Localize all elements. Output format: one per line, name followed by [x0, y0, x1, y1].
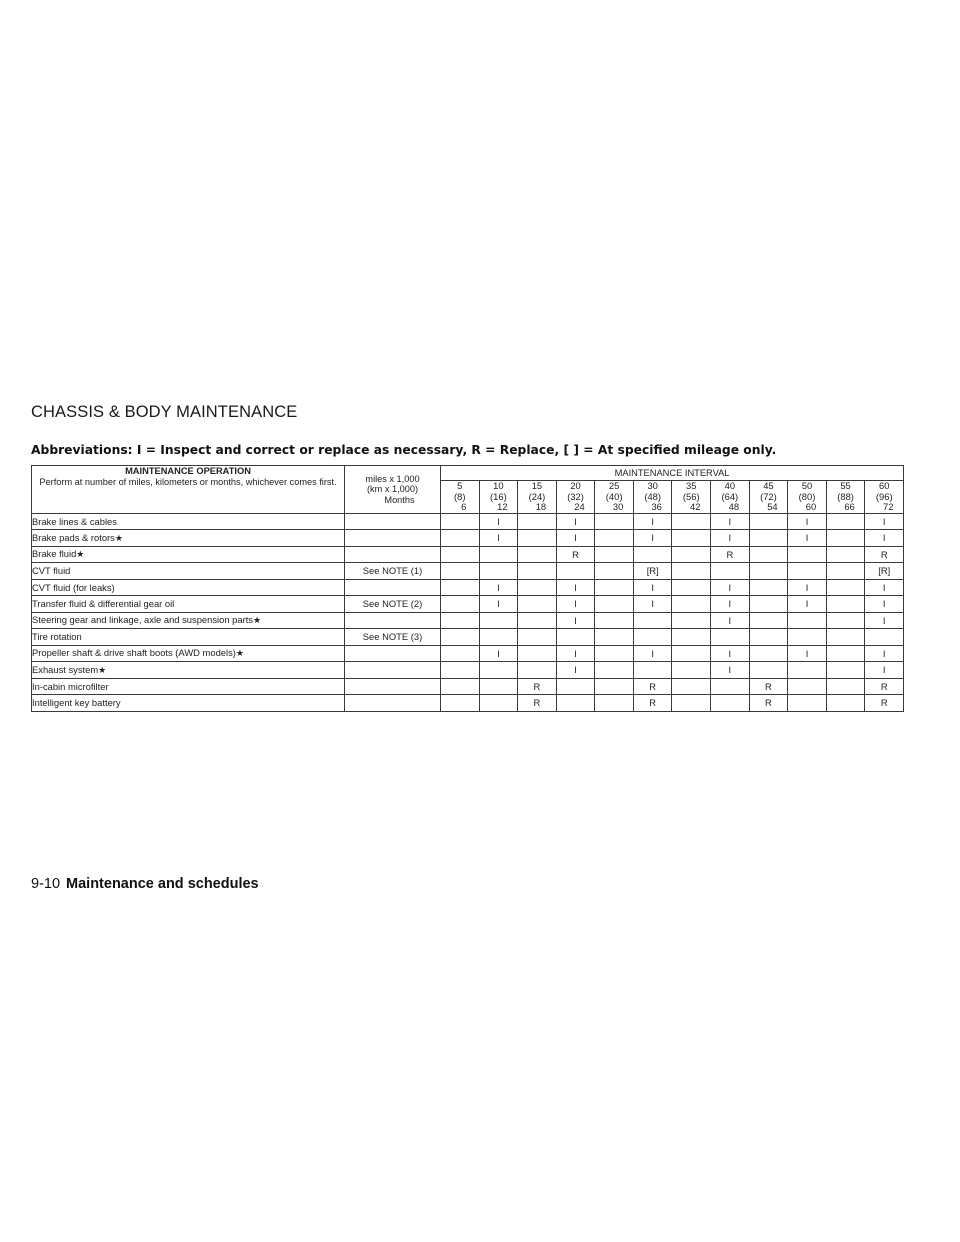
- interval-cell: [556, 695, 595, 712]
- interval-cell: [479, 612, 518, 629]
- interval-cell: [788, 662, 827, 679]
- interval-cell: I: [865, 596, 904, 613]
- operation-item-label: Steering gear and linkage, axle and suspension parts: [32, 614, 253, 626]
- interval-cell: [788, 629, 827, 646]
- interval-column-header: [788, 481, 827, 514]
- interval-cell: I: [865, 513, 904, 530]
- interval-cell: I: [556, 530, 595, 547]
- interval-cell: I: [865, 530, 904, 547]
- interval-miles: 10: [493, 480, 504, 491]
- interval-cell: [672, 546, 711, 563]
- interval-cell: [518, 596, 557, 613]
- interval-cell: I: [711, 513, 750, 530]
- interval-cell: I: [556, 612, 595, 629]
- operation-note: See NOTE (1): [345, 563, 441, 580]
- interval-miles: 5: [457, 480, 463, 491]
- interval-cell: [672, 530, 711, 547]
- interval-cell: I: [788, 530, 827, 547]
- interval-cell: [711, 629, 750, 646]
- interval-cell: R: [749, 695, 788, 712]
- interval-cell: [479, 629, 518, 646]
- interval-km: (56): [682, 490, 700, 502]
- operation-note: [345, 695, 441, 712]
- interval-cell: [441, 596, 480, 613]
- interval-km: (8): [454, 490, 466, 502]
- star-icon: ★: [235, 648, 244, 659]
- interval-cell: I: [788, 579, 827, 596]
- operation-note: [345, 579, 441, 596]
- interval-cell: [441, 530, 480, 547]
- operation-note: [345, 662, 441, 679]
- interval-cell: [788, 563, 827, 580]
- interval-cell: [749, 662, 788, 679]
- operation-note: [345, 530, 441, 547]
- interval-cell: I: [865, 612, 904, 629]
- interval-km: (88): [837, 490, 854, 502]
- interval-km: (96): [875, 490, 893, 502]
- operation-item-label: Intelligent key battery: [32, 697, 121, 709]
- interval-header: MAINTENANCE INTERVAL: [441, 466, 904, 481]
- interval-cell: I: [556, 662, 595, 679]
- interval-km: (48): [644, 490, 662, 502]
- table-row: [32, 513, 904, 530]
- interval-cell: [672, 513, 711, 530]
- interval-cell: [518, 546, 557, 563]
- interval-cell: [633, 612, 672, 629]
- interval-miles: 35: [686, 480, 697, 491]
- table-row: [32, 612, 904, 629]
- interval-cell: [826, 596, 865, 613]
- interval-cell: [749, 596, 788, 613]
- interval-km: (64): [721, 490, 739, 502]
- interval-cell: [R]: [633, 563, 672, 580]
- interval-cell: [441, 662, 480, 679]
- interval-cell: [749, 629, 788, 646]
- interval-column-header: [633, 481, 672, 514]
- interval-cell: [826, 695, 865, 712]
- units-km: (km x 1,000): [366, 484, 419, 494]
- interval-months: 36: [651, 501, 662, 512]
- interval-cell: [826, 546, 865, 563]
- interval-km: (72): [760, 490, 777, 502]
- interval-cell: I: [711, 596, 750, 613]
- interval-cell: I: [479, 513, 518, 530]
- interval-cell: R: [865, 695, 904, 712]
- interval-cell: R: [633, 695, 672, 712]
- interval-cell: I: [633, 530, 672, 547]
- interval-cell: [518, 530, 557, 547]
- section-title: CHASSIS & BODY MAINTENANCE: [31, 403, 298, 421]
- interval-cell: [518, 563, 557, 580]
- interval-cell: R: [865, 546, 904, 563]
- interval-months: 42: [690, 501, 701, 512]
- chapter-title: Maintenance and schedules: [66, 876, 259, 892]
- operation-note: [345, 546, 441, 563]
- interval-cell: [441, 513, 480, 530]
- interval-cell: [595, 546, 634, 563]
- interval-cell: I: [711, 612, 750, 629]
- interval-cell: I: [865, 645, 904, 662]
- interval-cell: [672, 579, 711, 596]
- interval-cell: I: [788, 645, 827, 662]
- interval-cell: I: [711, 530, 750, 547]
- interval-cell: [672, 629, 711, 646]
- table-row: [32, 530, 904, 547]
- interval-cell: [595, 645, 634, 662]
- operation-item-label: Exhaust system: [32, 663, 99, 675]
- table-row: [32, 695, 904, 712]
- page-number: 9-10: [31, 876, 61, 892]
- interval-km: (32): [567, 490, 584, 502]
- interval-cell: [826, 530, 865, 547]
- interval-cell: [556, 678, 595, 695]
- operation-item: [32, 678, 345, 695]
- table-row: [32, 579, 904, 596]
- interval-cell: [441, 629, 480, 646]
- interval-cell: [788, 546, 827, 563]
- interval-cell: [633, 662, 672, 679]
- interval-km: (24): [528, 490, 546, 502]
- operation-item: [32, 612, 345, 629]
- interval-months: 18: [535, 501, 547, 512]
- page-footer: [31, 876, 259, 892]
- interval-cell: [479, 678, 518, 695]
- interval-cell: [595, 596, 634, 613]
- interval-cell: [595, 695, 634, 712]
- interval-miles: 50: [801, 480, 813, 491]
- table-row: [32, 645, 904, 662]
- interval-cell: [518, 629, 557, 646]
- operation-note: [345, 612, 441, 629]
- interval-km: (40): [605, 490, 623, 502]
- interval-months: 30: [612, 501, 624, 512]
- interval-cell: I: [633, 513, 672, 530]
- interval-column-header: [749, 481, 788, 514]
- operation-item-label: Brake fluid: [32, 548, 77, 560]
- operation-item-label: In-cabin microfilter: [32, 680, 109, 692]
- table-row: [32, 678, 904, 695]
- operation-item: [32, 645, 345, 662]
- interval-column-header: [865, 481, 904, 514]
- interval-cell: [749, 530, 788, 547]
- interval-cell: R: [556, 546, 595, 563]
- interval-cell: [518, 513, 557, 530]
- interval-cell: [711, 563, 750, 580]
- interval-cell: I: [556, 596, 595, 613]
- abbreviations-legend: Abbreviations: I = Inspect and correct or replace as necessary, R = Replace, [ ] = At specified mileage only.: [31, 443, 777, 457]
- interval-cell: [441, 579, 480, 596]
- interval-cell: I: [479, 596, 518, 613]
- interval-cell: [672, 596, 711, 613]
- interval-cell: I: [633, 645, 672, 662]
- interval-cell: R: [518, 678, 557, 695]
- interval-miles: 55: [840, 480, 851, 491]
- interval-cell: [826, 579, 865, 596]
- interval-cell: R: [865, 678, 904, 695]
- interval-cell: [826, 612, 865, 629]
- interval-column-header: [595, 481, 634, 514]
- interval-cell: [479, 695, 518, 712]
- interval-cell: [441, 695, 480, 712]
- operation-header-description: Perform at number of miles, kilometers or months, whichever comes first.: [39, 477, 337, 487]
- interval-column-header: [672, 481, 711, 514]
- interval-cell: R: [711, 546, 750, 563]
- operation-header-title: MAINTENANCE OPERATION: [125, 466, 251, 476]
- interval-column-header: [711, 481, 750, 514]
- interval-column-header: [826, 481, 865, 514]
- interval-cell: I: [556, 645, 595, 662]
- interval-miles: 25: [608, 480, 620, 491]
- interval-cell: [672, 645, 711, 662]
- interval-cell: [749, 546, 788, 563]
- interval-cell: [788, 678, 827, 695]
- interval-cell: [865, 629, 904, 646]
- interval-cell: [556, 563, 595, 580]
- interval-cell: I: [556, 579, 595, 596]
- star-icon: ★: [76, 549, 85, 560]
- table-row: [32, 563, 904, 580]
- maintenance-schedule-table: [31, 465, 904, 712]
- interval-miles: 40: [724, 480, 736, 491]
- interval-cell: [441, 678, 480, 695]
- interval-cell: [518, 579, 557, 596]
- interval-cell: [672, 563, 711, 580]
- interval-cell: [826, 662, 865, 679]
- interval-cell: [749, 513, 788, 530]
- table-row: [32, 662, 904, 679]
- interval-cell: [595, 662, 634, 679]
- interval-cell: I: [711, 645, 750, 662]
- operation-item: [32, 579, 345, 596]
- interval-cell: I: [633, 579, 672, 596]
- interval-cell: I: [479, 530, 518, 547]
- interval-cell: [826, 513, 865, 530]
- interval-cell: I: [711, 579, 750, 596]
- interval-miles: 15: [531, 480, 543, 491]
- interval-cell: [826, 645, 865, 662]
- interval-column-header: [441, 481, 480, 514]
- interval-cell: [788, 612, 827, 629]
- interval-column-header: [479, 481, 518, 514]
- interval-cell: I: [865, 579, 904, 596]
- operation-note: [345, 513, 441, 530]
- operation-item: [32, 596, 345, 613]
- interval-months: 24: [574, 501, 585, 512]
- interval-cell: [441, 546, 480, 563]
- interval-cell: [672, 695, 711, 712]
- interval-cell: [595, 579, 634, 596]
- interval-months: 54: [767, 501, 778, 512]
- operation-note: [345, 678, 441, 695]
- interval-cell: [R]: [865, 563, 904, 580]
- interval-cell: [595, 530, 634, 547]
- interval-cell: [479, 546, 518, 563]
- table-header-row: [32, 466, 904, 481]
- interval-cell: I: [711, 662, 750, 679]
- interval-cell: [441, 645, 480, 662]
- operation-item-label: Propeller shaft & drive shaft boots (AWD models): [32, 647, 236, 659]
- interval-cell: [749, 579, 788, 596]
- interval-months: 72: [883, 501, 894, 512]
- operation-item: [32, 662, 345, 679]
- interval-cell: R: [633, 678, 672, 695]
- interval-miles: 30: [647, 480, 658, 491]
- interval-cell: [556, 629, 595, 646]
- interval-cell: I: [556, 513, 595, 530]
- interval-column-header: [556, 481, 595, 514]
- interval-cell: [518, 612, 557, 629]
- interval-cell: [672, 612, 711, 629]
- interval-cell: [595, 612, 634, 629]
- operation-item: [32, 530, 345, 547]
- interval-cell: [518, 662, 557, 679]
- operation-item: [32, 695, 345, 712]
- interval-cell: I: [788, 513, 827, 530]
- interval-cell: [711, 678, 750, 695]
- operation-item-label: CVT fluid: [32, 565, 71, 577]
- interval-cell: R: [518, 695, 557, 712]
- interval-cell: [711, 695, 750, 712]
- interval-cell: [749, 563, 788, 580]
- operation-item-label: Brake lines & cables: [32, 515, 117, 527]
- interval-cell: [479, 563, 518, 580]
- interval-months: 12: [497, 501, 508, 512]
- units-header: [345, 466, 441, 514]
- star-icon: ★: [252, 615, 262, 626]
- interval-cell: I: [479, 645, 518, 662]
- interval-cell: [633, 629, 672, 646]
- interval-km: (16): [490, 490, 507, 502]
- operation-note: [345, 645, 441, 662]
- interval-column-header: [518, 481, 557, 514]
- interval-cell: [441, 612, 480, 629]
- operation-item-label: Transfer fluid & differential gear oil: [32, 598, 175, 610]
- interval-cell: [749, 612, 788, 629]
- interval-months: 66: [844, 501, 855, 512]
- operation-item: [32, 629, 345, 646]
- interval-miles: 45: [763, 480, 774, 491]
- star-icon: ★: [114, 532, 123, 543]
- operation-header: [32, 466, 345, 514]
- interval-cell: I: [633, 596, 672, 613]
- operation-item-label: CVT fluid (for leaks): [32, 581, 115, 593]
- interval-cell: [672, 678, 711, 695]
- interval-cell: [749, 645, 788, 662]
- interval-cell: [633, 546, 672, 563]
- interval-cell: [595, 513, 634, 530]
- interval-cell: [518, 645, 557, 662]
- interval-cell: [595, 563, 634, 580]
- operation-item-label: Brake pads & rotors: [32, 531, 115, 543]
- interval-cell: [479, 662, 518, 679]
- interval-cell: [672, 662, 711, 679]
- star-icon: ★: [98, 664, 107, 675]
- operation-item: [32, 546, 345, 563]
- interval-miles: 60: [879, 480, 890, 491]
- interval-months: 60: [805, 501, 817, 512]
- table-row: [32, 629, 904, 646]
- interval-miles: 20: [570, 480, 581, 491]
- interval-cell: [788, 695, 827, 712]
- operation-item: [32, 513, 345, 530]
- operation-item-label: Tire rotation: [32, 631, 82, 643]
- units-months: Months: [384, 494, 415, 505]
- interval-months: 48: [728, 501, 740, 512]
- interval-cell: [826, 629, 865, 646]
- interval-cell: R: [749, 678, 788, 695]
- table-row: [32, 546, 904, 563]
- interval-months: 6: [461, 501, 467, 512]
- interval-cell: [441, 563, 480, 580]
- interval-cell: I: [865, 662, 904, 679]
- interval-cell: [826, 678, 865, 695]
- interval-cell: I: [788, 596, 827, 613]
- table-row: [32, 596, 904, 613]
- units-miles: miles x 1,000: [365, 473, 420, 484]
- interval-cell: [595, 629, 634, 646]
- interval-cell: [826, 563, 865, 580]
- operation-note: See NOTE (2): [345, 596, 441, 613]
- interval-cell: [595, 678, 634, 695]
- operation-item: [32, 563, 345, 580]
- interval-km: (80): [798, 490, 816, 502]
- interval-cell: I: [479, 579, 518, 596]
- operation-note: See NOTE (3): [345, 629, 441, 646]
